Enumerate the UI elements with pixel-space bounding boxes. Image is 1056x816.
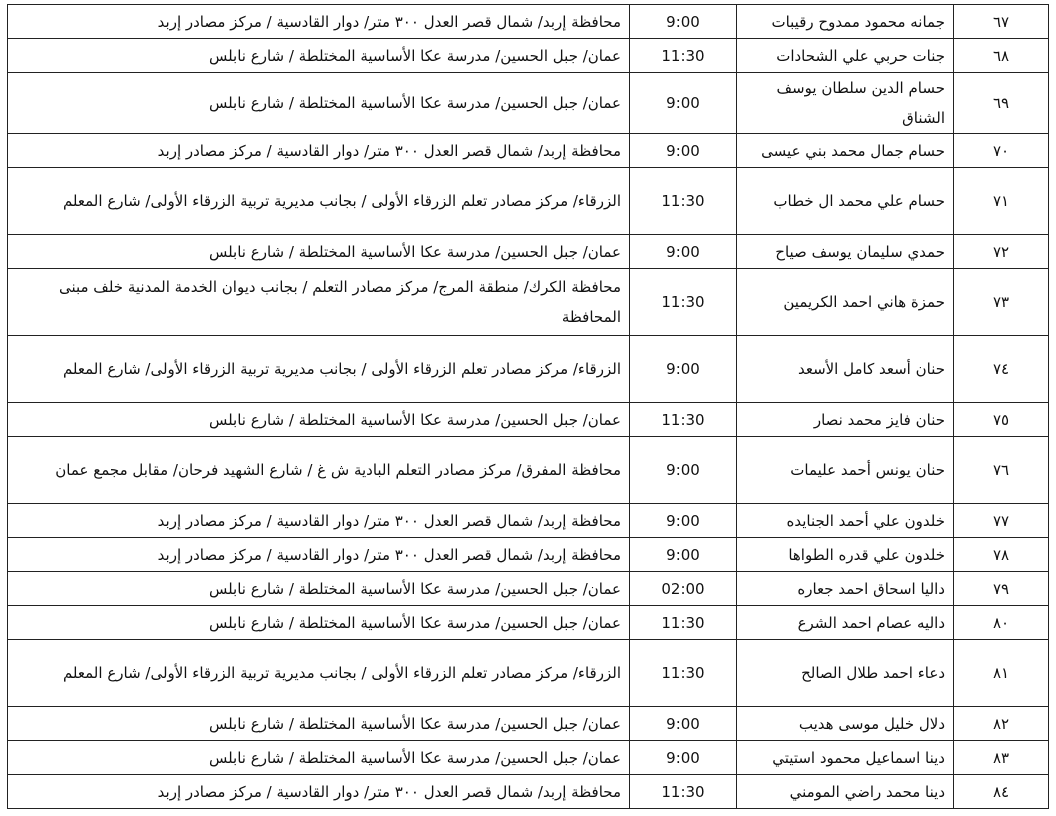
- table-row: [8, 134, 1049, 168]
- row-number-cell: ٧٦: [954, 437, 1049, 504]
- location-cell: عمان/ جبل الحسين/ مدرسة عكا الأساسية المختلطة / شارع نابلس: [8, 572, 630, 606]
- time-cell: 02:00: [630, 572, 737, 606]
- name-cell: حنان يونس أحمد عليمات: [737, 437, 954, 504]
- table-row: [8, 336, 1049, 403]
- name-cell: حسام علي محمد ال خطاب: [737, 168, 954, 235]
- time-cell: 9:00: [630, 73, 737, 134]
- location-cell: عمان/ جبل الحسين/ مدرسة عكا الأساسية المختلطة / شارع نابلس: [8, 606, 630, 640]
- table-row: [8, 572, 1049, 606]
- location-cell: عمان/ جبل الحسين/ مدرسة عكا الأساسية المختلطة / شارع نابلس: [8, 741, 630, 775]
- row-number-cell: ٦٨: [954, 39, 1049, 73]
- row-number-cell: ٨٤: [954, 775, 1049, 809]
- time-cell: 11:30: [630, 269, 737, 336]
- name-cell: دينا محمد راضي المومني: [737, 775, 954, 809]
- location-cell: محافظة الكرك/ منطقة المرج/ مركز مصادر التعلم / بجانب ديوان الخدمة المدنية خلف مبنى المحافظة: [8, 269, 630, 336]
- time-cell: 11:30: [630, 39, 737, 73]
- name-cell: خلدون علي قدره الطواها: [737, 538, 954, 572]
- row-number-cell: ٦٩: [954, 73, 1049, 134]
- time-cell: 9:00: [630, 504, 737, 538]
- time-cell: 9:00: [630, 5, 737, 39]
- row-number-cell: ٧٠: [954, 134, 1049, 168]
- row-number-cell: ٧٧: [954, 504, 1049, 538]
- location-cell: الزرقاء/ مركز مصادر تعلم الزرقاء الأولى / بجانب مديرية تربية الزرقاء الأولى/ شارع المعلم: [8, 640, 630, 707]
- row-number-cell: ٨١: [954, 640, 1049, 707]
- time-cell: 9:00: [630, 134, 737, 168]
- location-cell: عمان/ جبل الحسين/ مدرسة عكا الأساسية المختلطة / شارع نابلس: [8, 403, 630, 437]
- name-cell: حمدي سليمان يوسف صياح: [737, 235, 954, 269]
- table-row: [8, 5, 1049, 39]
- name-cell: جمانه محمود ممدوح رقيبات: [737, 5, 954, 39]
- name-cell: حمزة هاني احمد الكريمين: [737, 269, 954, 336]
- location-cell: عمان/ جبل الحسين/ مدرسة عكا الأساسية المختلطة / شارع نابلس: [8, 39, 630, 73]
- table-row: [8, 403, 1049, 437]
- location-cell: الزرقاء/ مركز مصادر تعلم الزرقاء الأولى / بجانب مديرية تربية الزرقاء الأولى/ شارع المعلم: [8, 168, 630, 235]
- row-number-cell: ٦٧: [954, 5, 1049, 39]
- row-number-cell: ٧٩: [954, 572, 1049, 606]
- table-row: [8, 73, 1049, 134]
- row-number-cell: ٧٨: [954, 538, 1049, 572]
- name-cell: حسام جمال محمد بني عيسى: [737, 134, 954, 168]
- location-cell: عمان/ جبل الحسين/ مدرسة عكا الأساسية المختلطة / شارع نابلس: [8, 707, 630, 741]
- name-cell: حنان فايز محمد نصار: [737, 403, 954, 437]
- table-row: [8, 606, 1049, 640]
- name-cell: داليا اسحاق احمد جعاره: [737, 572, 954, 606]
- table-row: [8, 707, 1049, 741]
- location-cell: عمان/ جبل الحسين/ مدرسة عكا الأساسية المختلطة / شارع نابلس: [8, 73, 630, 134]
- location-cell: محافظة إربد/ شمال قصر العدل ٣٠٠ متر/ دوار القادسية / مركز مصادر إربد: [8, 134, 630, 168]
- time-cell: 11:30: [630, 403, 737, 437]
- time-cell: 11:30: [630, 640, 737, 707]
- time-cell: 9:00: [630, 741, 737, 775]
- name-cell: دينا اسماعيل محمود استيتي: [737, 741, 954, 775]
- name-cell: دعاء احمد طلال الصالح: [737, 640, 954, 707]
- roster-table-body: [8, 5, 1049, 809]
- location-cell: محافظة إربد/ شمال قصر العدل ٣٠٠ متر/ دوار القادسية / مركز مصادر إربد: [8, 5, 630, 39]
- row-number-cell: ٧٥: [954, 403, 1049, 437]
- table-row: [8, 504, 1049, 538]
- time-cell: 9:00: [630, 437, 737, 504]
- table-row: [8, 168, 1049, 235]
- row-number-cell: ٧٢: [954, 235, 1049, 269]
- exam-roster-table: [7, 4, 1049, 809]
- table-row: [8, 269, 1049, 336]
- name-cell: جنات حربي علي الشحادات: [737, 39, 954, 73]
- table-row: [8, 437, 1049, 504]
- time-cell: 9:00: [630, 707, 737, 741]
- location-cell: محافظة إربد/ شمال قصر العدل ٣٠٠ متر/ دوار القادسية / مركز مصادر إربد: [8, 538, 630, 572]
- time-cell: 11:30: [630, 606, 737, 640]
- name-cell: خلدون علي أحمد الجنايده: [737, 504, 954, 538]
- location-cell: الزرقاء/ مركز مصادر تعلم الزرقاء الأولى / بجانب مديرية تربية الزرقاء الأولى/ شارع المعلم: [8, 336, 630, 403]
- table-row: [8, 741, 1049, 775]
- row-number-cell: ٧١: [954, 168, 1049, 235]
- name-cell: دلال خليل موسى هديب: [737, 707, 954, 741]
- time-cell: 11:30: [630, 775, 737, 809]
- time-cell: 9:00: [630, 336, 737, 403]
- time-cell: 11:30: [630, 168, 737, 235]
- row-number-cell: ٨٢: [954, 707, 1049, 741]
- time-cell: 9:00: [630, 235, 737, 269]
- location-cell: محافظة إربد/ شمال قصر العدل ٣٠٠ متر/ دوار القادسية / مركز مصادر إربد: [8, 504, 630, 538]
- location-cell: محافظة المفرق/ مركز مصادر التعلم البادية ش غ / شارع الشهيد فرحان/ مقابل مجمع عمان: [8, 437, 630, 504]
- location-cell: عمان/ جبل الحسين/ مدرسة عكا الأساسية المختلطة / شارع نابلس: [8, 235, 630, 269]
- row-number-cell: ٧٣: [954, 269, 1049, 336]
- row-number-cell: ٧٤: [954, 336, 1049, 403]
- table-row: [8, 39, 1049, 73]
- time-cell: 9:00: [630, 538, 737, 572]
- table-row: [8, 640, 1049, 707]
- row-number-cell: ٨٠: [954, 606, 1049, 640]
- location-cell: محافظة إربد/ شمال قصر العدل ٣٠٠ متر/ دوار القادسية / مركز مصادر إربد: [8, 775, 630, 809]
- table-row: [8, 775, 1049, 809]
- table-row: [8, 235, 1049, 269]
- table-row: [8, 538, 1049, 572]
- name-cell: حسام الدين سلطان يوسف الشناق: [737, 73, 954, 134]
- name-cell: داليه عصام احمد الشرع: [737, 606, 954, 640]
- row-number-cell: ٨٣: [954, 741, 1049, 775]
- name-cell: حنان أسعد كامل الأسعد: [737, 336, 954, 403]
